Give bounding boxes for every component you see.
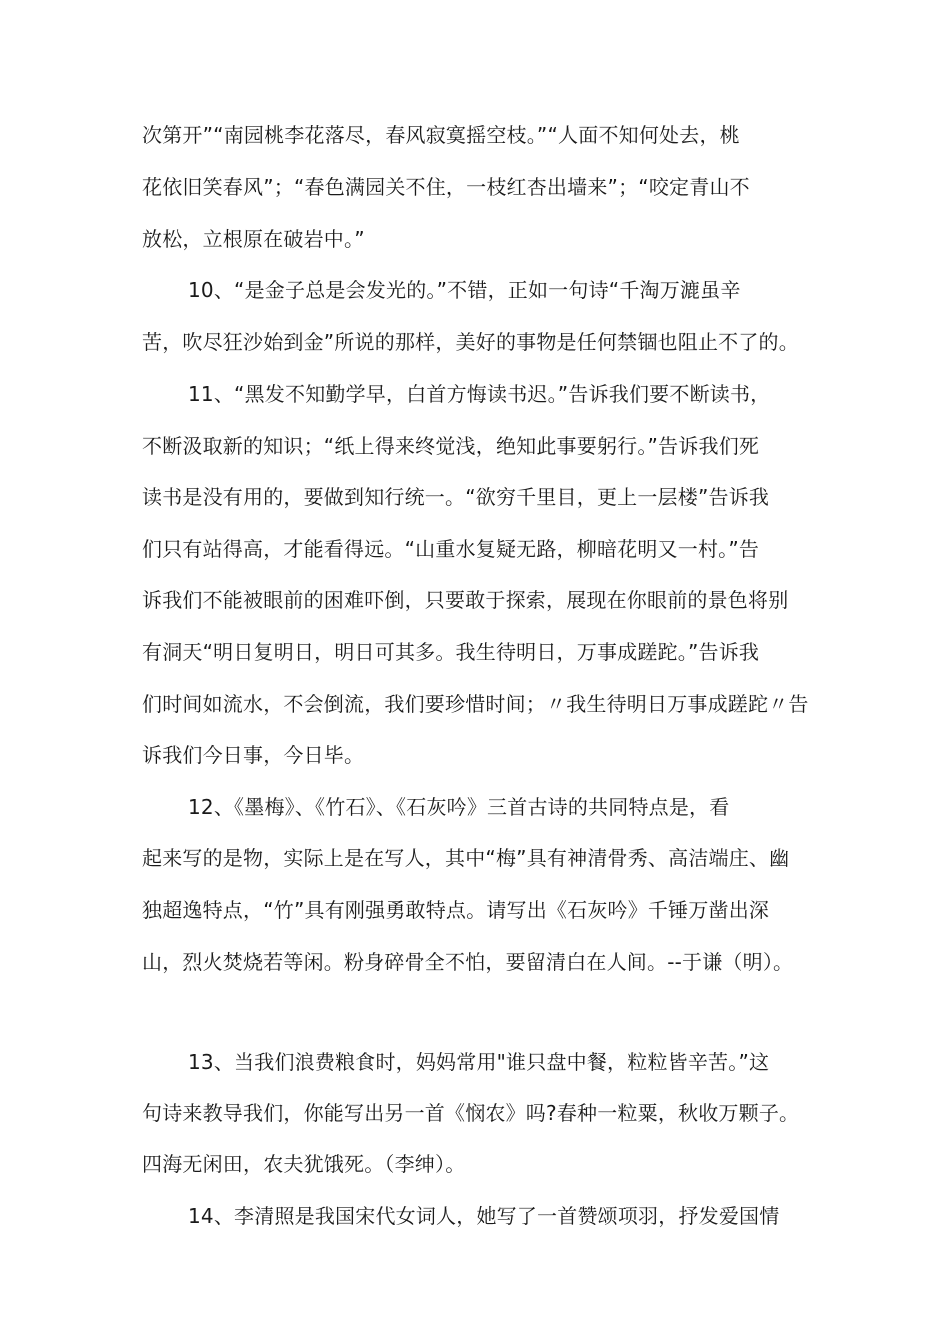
text-line: 诉我们不能被眼前的困难吓倒，只要敢于探索，展现在你眼前的景色将别 — [142, 588, 789, 612]
text-line: 花依旧笑春风”；“春色满园关不住，一枝红杏出墙来”；“咬定青山不 — [142, 175, 750, 199]
paragraph-11-start: 11、“黑发不知勤学早，白首方悔读书迟。”告诉我们要不断读书， — [188, 382, 771, 406]
text-line: 四海无闲田，农夫犹饿死。（李绅）。 — [142, 1152, 466, 1176]
text-line: 们只有站得高，才能看得远。“山重水复疑无路，柳暗花明又一村。”告 — [142, 537, 760, 561]
text-line: 读书是没有用的，要做到知行统一。“欲穷千里目，更上一层楼”告诉我 — [142, 485, 770, 509]
text-line: 次第开”“南园桃李花落尽，春风寂寞摇空枝。”“人面不知何处去，桃 — [142, 123, 740, 147]
text-line: 起来写的是物，实际上是在写人，其中“梅”具有神清骨秀、高洁端庄、幽 — [142, 846, 790, 870]
paragraph-10-start: 10、“是金子总是会发光的。”不错，正如一句诗“千淘万漉虽辛 — [188, 278, 741, 302]
text-line: 句诗来教导我们，你能写出另一首《悯农》吗?春种一粒粟，秋收万颗子。 — [142, 1101, 800, 1125]
paragraph-14-start: 14、李清照是我国宋代女词人，她写了一首赞颂项羽，抒发爱国情 — [188, 1204, 780, 1228]
text-line: 放松，立根原在破岩中。” — [142, 227, 365, 251]
text-line: 不断汲取新的知识；“纸上得来终觉浅，绝知此事要躬行。”告诉我们死 — [142, 434, 760, 458]
text-line: 独超逸特点，“竹”具有刚强勇敢特点。请写出《石灰吟》千锤万凿出深 — [142, 898, 770, 922]
text-line: 们时间如流水，不会倒流，我们要珍惜时间；〃我生待明日万事成蹉跎〃告 — [142, 692, 809, 716]
paragraph-12-start: 12、《墨梅》、《竹石》、《石灰吟》三首古诗的共同特点是，看 — [188, 795, 730, 819]
text-line: 诉我们今日事，今日毕。 — [142, 743, 365, 767]
text-line: 山，烈火焚烧若等闲。粉身碎骨全不怕，要留清白在人间。--于谦（明）。 — [142, 950, 794, 974]
text-line: 有洞天“明日复明日，明日可其多。我生待明日，万事成蹉跎。”告诉我 — [142, 640, 760, 664]
paragraph-13-start: 13、当我们浪费粮食时，妈妈常用"谁只盘中餐，粒粒皆辛苦。”这 — [188, 1050, 770, 1074]
text-line: 苦，吹尽狂沙始到金”所说的那样，美好的事物是任何禁锢也阻止不了的。 — [142, 330, 799, 354]
